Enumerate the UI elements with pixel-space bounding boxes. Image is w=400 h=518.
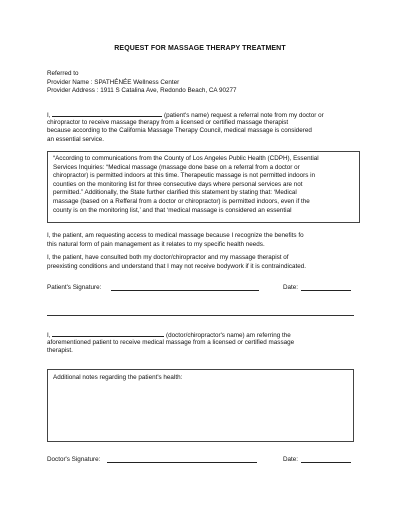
form-title: REQUEST FOR MASSAGE THERAPY TREATMENT — [114, 45, 286, 52]
access-statement-line2: this natural form of pain management as it relates to my specific health needs. — [47, 240, 265, 248]
access-statement-line1: I, the patient, am requesting access to medical massage because I recognize the benefits fo — [47, 232, 304, 239]
notes-box[interactable] — [47, 369, 354, 442]
section-divider — [47, 315, 354, 316]
quote-line: county is on the monitoring list,’ and that ‘medical massage is considered an essential — [53, 206, 292, 214]
quote-line: Services Inquiries: “Medical massage (massage done base on a referral from a doctor or — [53, 163, 300, 171]
doctor-name-field[interactable] — [52, 330, 164, 337]
patient-date-field[interactable] — [301, 290, 351, 291]
quote-line: massage (based on a Refferal from a doctor or chiropractor) is permitted indoors, even if the — [53, 198, 310, 205]
provider-address: Provider Address : 1911 S Catalina Ave, Redondo Beach, CA 90277 — [47, 87, 237, 95]
provider-name: Provider Name : SPATHÉNÉE Wellness Center — [47, 78, 180, 86]
doctor-referral-line2: aforementioned patient to receive medical massage from a licensed or certified massage — [47, 338, 295, 346]
quote-line: counties on the monitoring list for three consecutive days where personal services are not — [53, 180, 303, 188]
quote-line: chiropractor) is permitted indoors at this time. Therapeutic massage is not permitted indoors in — [53, 172, 316, 180]
doctor-date-field[interactable] — [301, 462, 351, 463]
quote-box — [47, 151, 360, 223]
doctor-referral-prefix: I, — [47, 332, 51, 339]
quote-line: “According to communications from the County of Los Angeles Public Health (CDPH), Essential — [53, 155, 319, 162]
patient-signature-label: Patient's Signature: — [47, 284, 102, 291]
doctor-referral-line3: therapist. — [47, 347, 73, 355]
doctor-signature-label: Doctor's Signature: — [47, 456, 101, 463]
doctor-date-label: Date: — [283, 456, 299, 463]
notes-label: Additional notes regarding the patient's health: — [53, 374, 183, 381]
patient-date-label: Date: — [283, 284, 299, 291]
patient-request-line3: because according to the California Massage Therapy Council, medical massage is considered — [47, 127, 312, 135]
consult-statement-line1: I, the patient, have consulted both my doctor/chiropractor and my massage therapist of — [47, 254, 289, 261]
patient-request-prefix: I, — [47, 112, 51, 119]
patient-request-text: (patient's name) request a referral note from my doctor or — [164, 112, 324, 119]
quote-line: permitted.” Additionally, the State further clarified this statement by stating that: ‘Medical — [53, 189, 297, 197]
patient-request-line2: chiropractor to receive massage therapy from a licensed or certified massage therapist — [47, 118, 289, 126]
consult-statement-line2: preexisting conditions and understand that I may not receive bodywork if it is contraindicated. — [47, 262, 307, 270]
patient-name-field[interactable] — [52, 110, 162, 117]
patient-request-line4: an essential service. — [47, 135, 105, 143]
patient-signature-field[interactable] — [111, 290, 259, 291]
referred-to-label: Referred to — [47, 70, 79, 77]
doctor-referral-text: (doctor/chiropractor's name) am referring the — [166, 332, 291, 339]
doctor-signature-field[interactable] — [107, 462, 257, 463]
